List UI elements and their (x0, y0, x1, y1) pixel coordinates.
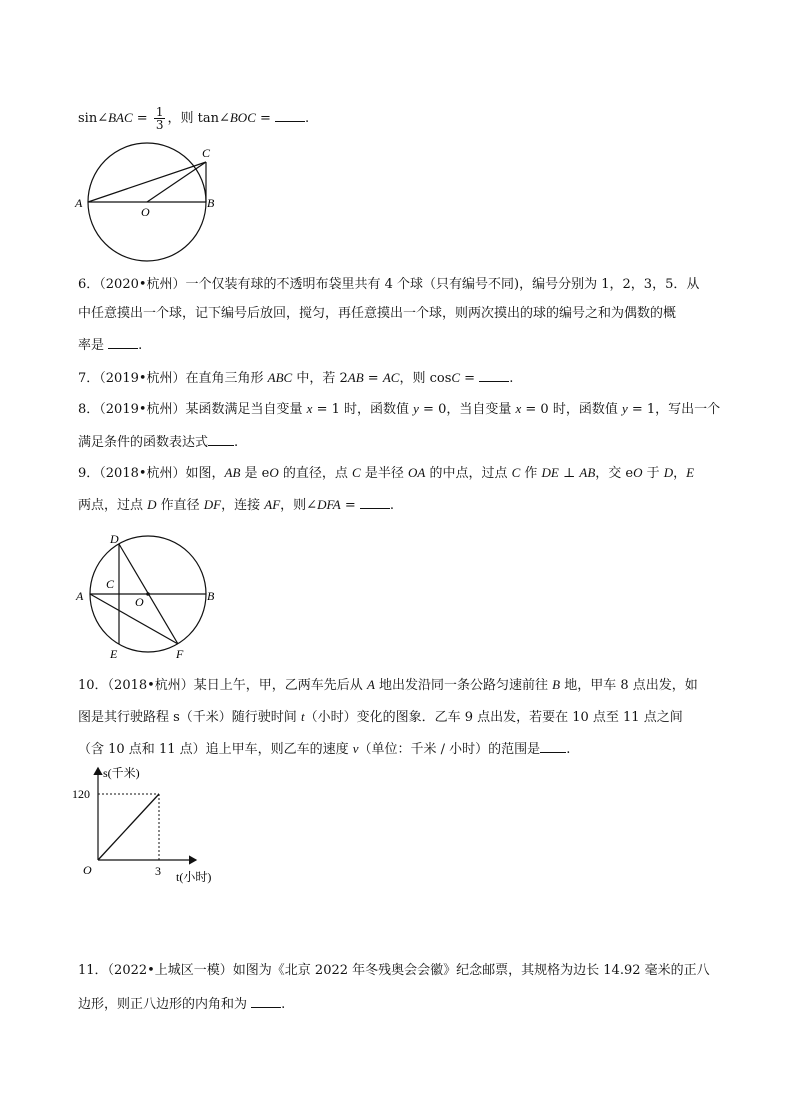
q8-line-2: 满足条件的函数表达式 . (78, 435, 239, 450)
q6-line-3: 率是 . (78, 338, 143, 353)
q6-line-2: 中任意摸出一个球，记下编号后放回，搅匀，再任意摸出一个球，则两次摸出的球的编号之和为偶数的概 (78, 306, 677, 321)
origin-label: O (83, 863, 92, 877)
answer-blank (275, 109, 305, 122)
y-tick-120: 120 (72, 787, 90, 801)
segment-af (90, 594, 178, 644)
label-d: D (110, 532, 119, 546)
q10-line-3: （含 10 点和 11 点）追上甲车，则乙车的速度 v（单位：千米 / 小时）的范围是 . (78, 741, 571, 757)
label-c: C (202, 146, 211, 160)
segment-oc (147, 162, 206, 202)
label-a: A (76, 589, 84, 603)
q7: 7．（2019•杭州）在直角三角形 ABC 中，若 2AB = AC，则 cosC = . (78, 370, 514, 386)
travel-line (98, 794, 159, 860)
q6-line-1: 6．（2020•杭州）一个仅装有球的不透明布袋里共有 4 个球（只有编号不同)，编号分别为 1，2，3，5．从 (78, 277, 700, 292)
figure-circle-abc (70, 142, 220, 262)
answer-blank (360, 496, 390, 509)
x-axis-label: t(小时) (176, 870, 212, 884)
q10-line-2: 图是其行驶路程 s（千米）随行驶时间 t（小时）变化的图象．乙车 9 点出发，若要在 10 点至 11 点之间 (78, 709, 683, 725)
q5-tail: sin∠BAC = $\frac{1}{3}$ ，则 tan∠BOC = . (78, 105, 310, 132)
label-a: A (75, 196, 83, 210)
fraction: $\frac{1}{3}$ (155, 105, 164, 132)
q11-line-1: 11．（2022•上城区一模）如图为《北京 2022 年冬残奥会会徽》纪念邮票，其规格为边长 14.92 毫米的正八 (78, 963, 710, 978)
q11-line-2: 边形，则正八边形的内角和为 . (78, 997, 286, 1012)
answer-blank (108, 336, 138, 349)
q9-line-2: 两点，过点 D 作直径 DF，连接 AF，则∠DFA = . (78, 497, 394, 513)
q8-line-1: 8．（2019•杭州）某函数满足当自变量 x = 1 时，函数值 y = 0，当自变量 x = 0 时，函数值 y = 1，写出一个 (78, 401, 721, 417)
label-c: C (106, 577, 115, 591)
figure-circle-def (72, 532, 222, 662)
label-e: E (110, 647, 118, 661)
answer-blank (540, 740, 566, 753)
y-axis-label: s(千米) (103, 766, 140, 780)
q10-line-1: 10．（2018•杭州）某日上午，甲，乙两车先后从 A 地出发沿同一条公路匀速前往 B 地，甲车 8 点出发，如 (78, 677, 698, 693)
segment-ac (88, 162, 206, 202)
figure-s-t-graph (72, 760, 256, 890)
center-dot (146, 592, 150, 596)
x-tick-3: 3 (155, 864, 161, 878)
label-b: B (207, 589, 215, 603)
label-o: O (141, 205, 150, 219)
answer-blank (208, 433, 234, 446)
label-o: O (135, 595, 144, 609)
answer-blank (251, 995, 281, 1008)
label-f: F (176, 647, 184, 661)
answer-blank (479, 369, 509, 382)
label-b: B (207, 196, 215, 210)
q9-line-1: 9．（2018•杭州）如图，AB 是 eO 的直径，点 C 是半径 OA 的中点，过点 C 作 DE ⊥ AB，交 eO 于 D，E (78, 465, 695, 481)
